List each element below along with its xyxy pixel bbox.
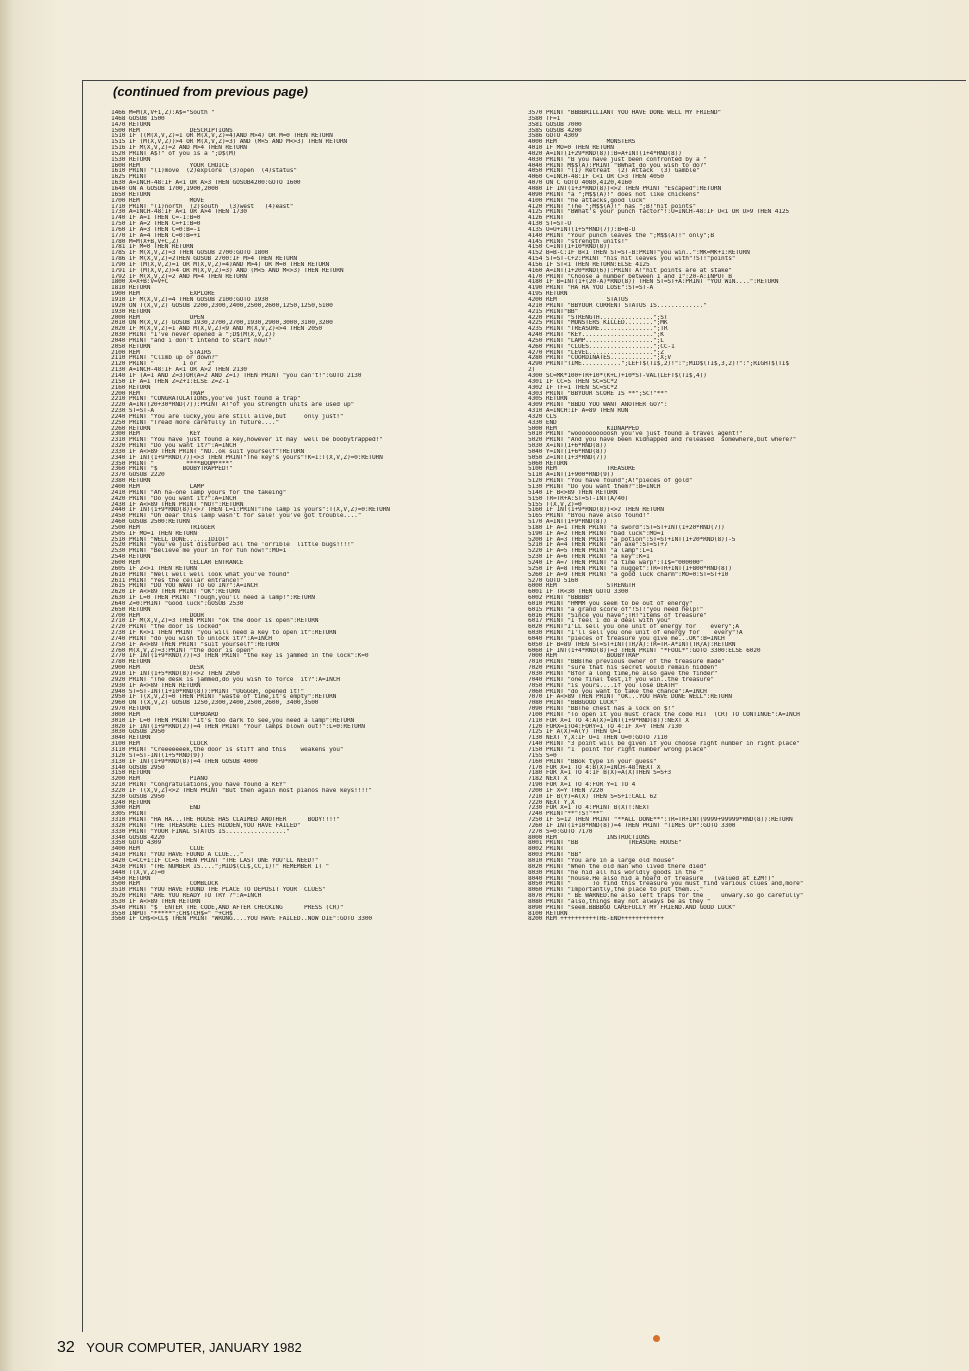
code-line: 7210 IF B(Y)=A(X) THEN S=S+1:CALL 62 (528, 793, 657, 800)
code-line: 4305 RETURN (528, 396, 568, 403)
code-line: 3110 PRINT "Creeeeeeek,the door is stiff and this weakens you" (111, 746, 344, 753)
code-line: 2650 RETURN (111, 606, 151, 613)
code-line: 2160 RETURN (111, 384, 151, 391)
code-line: 5165 PRINT "BYou have also found!" (528, 513, 650, 520)
code-line: 2330 IF A<>89 THEN PRINT "NO..ok suit yourself"!RETURN (111, 448, 305, 455)
code-line: 5270 GOTO 5160 (528, 577, 579, 584)
code-line: 4180 IF B=INT(1+(20-A)*RND(8)) THEN ST=ST+A:PRINT "YOU WIN....":RETURN (528, 279, 779, 286)
code-line: 2920 PRINT "The desk is jammed,do you wish to force it?":A=INCH (111, 676, 340, 683)
code-line: 4130 ST=ST-U (528, 221, 571, 227)
code-line: 7090 PRINT "BBThe chest has a lock on $!" (528, 706, 675, 712)
code-line: 1800 X=X+B:V=V+C (111, 279, 169, 286)
code-line: 1530 RETURN (111, 156, 151, 163)
code-line: 6060 IF INT(1+4*RND(8))=3 THEN PRINT "*FOOL*":GOTO 3300:ELSE 6020 (528, 647, 761, 654)
code-line: 1920 ON T(X,V,Z) GOSUB 2200,2300,2400,2500,2600,1250,1250,5100 (111, 302, 333, 309)
code-line: 2370 GOSUB 2220 (111, 472, 165, 479)
code-line: 6000 REM STRENGTH (528, 583, 636, 590)
code-line: 2050 RETURN (111, 343, 151, 350)
code-line: 1468 GOSUB 1500 (111, 115, 165, 122)
code-line: 7150 PRINT "1 point for right number wrong place" (528, 746, 707, 753)
code-line: 5230 IF A=6 THEN PRINT "a key":K=1 (528, 554, 650, 560)
code-line: 8000 REM INSTRUCTIONS (528, 834, 650, 841)
code-line: 4100 PRINT "he attacks,good luck" (528, 197, 646, 204)
code-line: 2940 ST=ST-INT(1+10*RND(8)):PRINT "UGGGGH, opened it!" (111, 688, 305, 695)
code-line: 4220 PRINT "STRENGTH...............";ST (528, 314, 668, 321)
code-line: 2300 REM KEY (111, 431, 201, 438)
code-line: 3540 PRINT "$ ENTER THE CODE,AND AFTER CHECKING PRESS (CR)" (111, 904, 344, 911)
code-line: 4330 END (528, 419, 557, 426)
code-line: 4020 A=INT(1+29*RND(8)):B=A+INT(1+4*RND(8)) (528, 150, 682, 157)
code-line: 4210 PRINT "BBYOUR CURRENT STATUS IS............." (528, 302, 707, 309)
code-line: 1470 RETURN (111, 121, 151, 128)
code-line: 4060 C=INCH-48:IF C<1 OR C>3 THEN 4050 (528, 174, 664, 181)
code-line: 8010 PRINT "You are in a large old house" (528, 858, 675, 864)
code-line: 4250 PRINT "LAMP...................";L (528, 337, 664, 344)
code-line: 1630 A=INCH-48:IF A<1 OR A>3 THEN GOSUB4200:GOTO 1600 (111, 180, 301, 186)
code-line: 4080 IF INT(1+3*RND(8))<>2 THEN PRINT "Escaped":RETURN (528, 185, 722, 192)
code-line: 4090 PRINT "a ";M$$(A)!" does not like chickens" (528, 191, 700, 198)
code-line: 7000 REM BOOBYTRAP (528, 653, 639, 660)
code-line: 2440 IF INT(1+9*RND(8))<>7 THEN L=1:PRINT"The lamp is yours":T(X,V,Z)=0:RETURN (111, 507, 390, 514)
code-line: 4240 PRINT "KEY....................";K (528, 332, 664, 338)
code-line: 3581 GOSUB 7000 (528, 121, 582, 128)
code-line: 7110 FOR X=1 TO 4:A(X)=INT(1+9*RND(8)):NEXT X (528, 717, 689, 724)
code-line: 7020 PRINT "sure that his secret would remain hidden" (528, 665, 718, 671)
code-line: 2930 IF A<>89 THEN RETURN (111, 682, 201, 689)
code-line: 3440 T(X,V,Z)=0 (111, 869, 165, 876)
code-line: 2140 IF (A=1 AND Z=3)OR(A=2 AND Z=1) THEN PRINT "you can't!":GOTO 2130 (111, 372, 362, 379)
code-line: 1790 IF (M(X,V,Z)=1 OR M(X,V,Z)=4)AND M>4) OR M=0 THEN RETURN (111, 261, 330, 268)
code-line: 7040 PRINT "one final test,if you win..the treasure" (528, 676, 714, 683)
code-line: 7230 FOR X=1 TO 4:PRINT B(X)!:NEXT (528, 805, 650, 812)
code-line: 1730 A=INCH-48:IF A<1 OR A>4 THEN 1730 (111, 209, 247, 216)
code-line: 4280 PRINT "COORDINATES............";X;V (528, 355, 672, 362)
code-line: 4000 REM MONSTERS (528, 139, 636, 146)
magazine-issue: YOUR COMPUTER, JANUARY 1982 (86, 1340, 302, 1355)
code-line: 8003 PRINT "BB" (528, 852, 582, 858)
code-line: 4150 C=INT(1+10*RND(8)) (528, 244, 611, 251)
code-line: 2420 PRINT "Do you want it?":A=INCH (111, 495, 237, 502)
code-line: 4170 PRINT "Choose a number between 1 and 1":20-A:INPUT B (528, 273, 732, 280)
code-line: 4125 PRINT "BWhat's your punch factor"!:U=INCH-48:IF U<1 OR U>9 THEN 4125 (528, 209, 789, 216)
code-line: 2460 GOSUB 2500:RETURN (111, 519, 190, 525)
code-line: 5190 IF A=2 THEN PRINT "bad luck":MO=1 (528, 530, 664, 537)
code-line: 7160 PRINT "BBok type in your guess" (528, 758, 657, 765)
code-line: 1520 PRINT A$!" of you is a ";D$(M) (111, 150, 237, 157)
code-line: 5200 IF A=3 THEN PRINT "a potion":ST=ST+INT(1+20*RND(8))-5 (528, 536, 736, 543)
code-line: 2910 IF INT(1+5*RND(8))<>2 THEN 2950 (111, 671, 240, 677)
code-line: 2) (528, 367, 536, 373)
code-line: 5155 T(X,V,Z)=0 (528, 501, 582, 508)
code-line: 3150 RETURN (111, 770, 151, 777)
code-line: 1500 REM DESCRIPTIONS (111, 127, 233, 134)
code-line: 2110 PRINT "Climb up or down?" (111, 355, 219, 362)
code-line: 4135 U=U+INT(1+5*RND(7)):B=B-U (528, 226, 636, 233)
code-line: 7070 IF A<>89 THEN PRINT "OK...YOU HAVE DONE WELL":RETURN (528, 694, 732, 701)
code-line: 5180 IF A=1 THEN PRINT "a sword":ST=ST+INT(1+20*RND(7)) (528, 524, 725, 531)
code-line: 7190 FOR X=1 TO 4:FOR Y=1 TO 4 (528, 782, 636, 788)
code-line: 4160 A=INT(1+20*RND(6)):PRINT A!"hit points are at stake" (528, 267, 732, 274)
code-line: 3210 PRINT "Congratulations,you have found a KEY" (111, 782, 287, 788)
code-line: 1780 M=M(X+B,V+C,Z) (111, 238, 179, 245)
code-line: 2430 IF A<>89 THEN PRINT "NO!":RETURN (111, 501, 244, 508)
code-line: 4190 PRINT "HA HA YOU LOSE":ST=ST-A (528, 285, 654, 292)
code-line: 4235 PRINT "TREASURE...............";TR (528, 326, 668, 333)
code-line: 3330 PRINT "YOUR FINAL STATUS IS................." (111, 828, 290, 835)
code-line: 4030 PRINT "B you have just been confronted by a " (528, 156, 707, 163)
code-line: 7180 FOR X=1 TO 4:IF B(X)=A(X)THEN S=S+3 (528, 770, 672, 777)
code-line: 2611 PRINT "Yes the cellar entrance!" (111, 577, 244, 584)
code-line: 1750 IF A=2 THEN C=+1:B=0 (111, 221, 201, 227)
code-line: 7080 PRINT "BBBGOOD LUCK" (528, 700, 618, 707)
code-line: 3550 INPUT "*****";CH$!CH$=" "+CH$ (111, 910, 233, 917)
code-line: 7030 PRINT "Bfor a long time,he also gave the finder" (528, 671, 718, 677)
code-line: 4270 PRINT "LEVEL..................";Z (528, 349, 664, 356)
code-line: 2000 REM OPEN (111, 314, 204, 321)
code-line: 1625 PRINT (111, 174, 147, 181)
continued-label: (continued from previous page) (113, 84, 309, 99)
code-line: 5240 IF A=7 THEN PRINT "a time warp":TI$="000000" (528, 559, 704, 566)
code-line: 6016 PRINT "Since you have";TR!"items of treasure" (528, 612, 707, 619)
code-line: 3200 REM PIANO (111, 776, 208, 783)
code-line: 3500 REM COMBLOCK (111, 881, 219, 888)
code-line: 2020 IF M(X,V,Z)=1 AND M(X,V,Z)<9 AND M(X,V,Z)<>4 THEN 2050 (111, 326, 322, 333)
code-line: 3430 PRINT "THE NUMBER IS....";MID$(CL$,CC,1)!" REMEMBER IT " (111, 863, 330, 870)
code-line: 2360 PRINT "$ BOOBYTRAPPED!" (111, 466, 233, 473)
code-line: 3420 C=CC+1:IF CC=5 THEN PRINT "THE LAST ONE YOU'LL NEED!" (111, 858, 319, 864)
code-line: 4152 B=B-C:IF B<1 THEN ST=ST-B:PRINT"you win..":MK=MK+1:RETURN (528, 250, 750, 257)
code-line: 4215 PRINT"BB" (528, 308, 579, 315)
code-line: 2130 A=INCH-48:IF A<1 OR A>2 THEN 2130 (111, 367, 247, 373)
page-footer (57, 1339, 302, 1357)
code-line: 3010 IF L=0 THEN PRINT "It's too dark to see,you need a lamp":RETURN (111, 717, 355, 724)
code-line: 2250 PRINT "Tread more carefully in future...." (111, 419, 280, 426)
code-line: 7140 PRINT "3 point will be given if you choose right number in right place" (528, 741, 800, 747)
code-line: 1466 M=M(X,V+1,Z):A$="South " (111, 110, 215, 116)
code-line: 5040 Y=INT(1+6*RND(8)) (528, 448, 607, 455)
code-line: 2400 REM LAMP (111, 484, 204, 490)
code-line: 3020 IF INT(1+9*RND(2))=4 THEN PRINT "Your lamps blown out!":L=0:RETURN (111, 723, 365, 730)
code-line: 2310 PRINT "You have just found a key,however it may well be boobytrapped!" (111, 437, 383, 444)
code-line: 4010 IF MO=0 THEN RETURN (528, 145, 614, 151)
code-line: 2210 PRINT "CONGRATULATIONS,you've just found a trap" (111, 396, 301, 403)
listing-right-column (528, 110, 958, 922)
code-line: 3305 PRINT (111, 811, 147, 818)
code-line: 2220 A=INT(20+30*RND(7)):PRINT A!"of you strength units are used up" (111, 402, 355, 409)
code-line: 5000 REM KIDNAPPED (528, 425, 639, 432)
code-line: 5050 Z=INT(1+3*RND(7)) (528, 454, 607, 461)
code-line: 4120 PRINT "The ";M$$(A)!" has ";B!"hit points" (528, 203, 697, 210)
code-line: 1515 IF (M(X,V,Z))>4 OR M(X,V,Z)=3) AND (M<5 AND M<>3) THEN RETURN (111, 139, 347, 146)
code-line: 5100 REM TREASURE (528, 466, 636, 473)
code-line: 3586 GOTO 4309 (528, 133, 579, 140)
code-line: 3230 GOSUB 2950 (111, 793, 165, 800)
code-line: 8070 PRINT " BE WARNED.he also left traps for the unwary.so go carefully" (528, 893, 804, 899)
code-line: 8040 PRINT "house.He also hid a hoard of treasure (valued at £2M!)" (528, 875, 775, 882)
code-line: 4310 A=INCH:IF A=89 THEN RUN (528, 408, 629, 414)
code-line: 8090 PRINT "seem.BBBBGO CAREFULLY MY FRIEND.AND GOOD LUCK" (528, 904, 736, 911)
code-line: 3100 REM CLOCK (111, 741, 208, 747)
code-line: 4260 PRINT "CLUES..................";CC-1 (528, 343, 675, 350)
code-line: 7120 FORX=1TO4:FORY=1 TO 4:IF X=Y THEN 7130 (528, 723, 682, 730)
code-line: 3340 GOSUB 4220 (111, 834, 165, 841)
code-line: 5160 IF INT(1+9*RND(8))<>2 THEN RETURN (528, 507, 664, 514)
code-line: 1510 IF ((M(X,V,Z)=1 OR M(X,V,Z)=4)AND M>4) OR M=0 THEN RETURN (111, 133, 333, 140)
code-line: 5110 A=INT(1+900*RND(9)) (528, 472, 614, 479)
code-line: 3140 GOSUB 2950 (111, 764, 165, 771)
code-line: 5150 TR=TR+A:ST=ST-INT(A/40) (528, 495, 629, 502)
code-line: 2410 PRINT "Ah ha-one lamp yours for the takeing" (111, 489, 287, 496)
code-line: 2615 PRINT "DO YOU WANT TO GO IN?":A=INCH (111, 583, 258, 590)
code-line: 1610 PRINT "(1)move (2)explore (3)open (4)status" (111, 168, 297, 175)
code-line: 5220 IF A=5 THEN PRINT "a lamp":L=1 (528, 548, 654, 555)
code-line: 6020 PRINT"I'LL sell you one unit of energy for every";A (528, 624, 739, 631)
code-line: 7010 PRINT "BBBThe previous owner of the treasure made" (528, 659, 725, 666)
code-line: 4140 PRINT "Your punch leaves the ";M$$(A)!" only";B (528, 232, 714, 239)
code-line: 7060 PRINT "do you want to take the chance":A=INCH (528, 688, 707, 695)
code-line: 2040 PRINT "and i don't intend to start now!" (111, 337, 272, 344)
code-line: 1770 IF A=4 THEN C=0:B=+1 (111, 232, 201, 239)
code-line: 2730 IF K<>1 THEN PRINT "you will need a key to open it":RETURN (111, 630, 337, 636)
code-line: 2620 IF A<>89 THEN PRINT "OK":RETURN (111, 589, 240, 596)
code-line: 7155 S=0 (528, 752, 557, 759)
code-line: 3300 REM END (111, 805, 201, 812)
code-line: 6002 PRINT "BBBBB" (528, 595, 593, 601)
code-line: 8001 PRINT "BB TREASURE HOUSE" (528, 840, 682, 847)
code-line: 2630 IF L=0 THEN PRINT "Tough,you'll need a lamp!":RETURN (111, 595, 315, 601)
code-line: 4302 IF TF=1 THEN SC=SC*2 (528, 384, 618, 391)
code-line: 3130 IF INT(1+9*RND(8))=4 THEN GOSUB 4000 (111, 758, 258, 765)
code-line: 3400 REM CLUE (111, 846, 204, 853)
code-line: 4145 PRINT "strength units!" (528, 238, 629, 245)
code-line: 1785 IF M(X,V,Z)=3 THEN GOSUB 2700:GOTO 1800 (111, 250, 269, 257)
code-line: 4154 ST=ST-C+2:PRINT "his hit leaves you with"!ST!"points" (528, 256, 736, 262)
code-line: 1600 REM YOUR CHOICE (111, 162, 229, 169)
code-line: 4200 REM STATUS (528, 297, 629, 303)
code-line: 4303 PRINT "BBYOUR SCORE IS **";SC!"**" (528, 390, 668, 397)
code-line: 2230 ST=ST-A (111, 408, 154, 414)
code-line: 2610 PRINT "Well well well look what you've found" (111, 571, 290, 578)
code-line: 3510 PRINT "YOU HAVE FOUND THE PLACE TO DEPOSIT YOUR CLUES" (111, 887, 326, 894)
code-line: 8050 PRINT " To find this treasure you must find various clues and,more" (528, 881, 804, 888)
code-line: 5020 PRINT "And you have been kidnapped and released somewhere,but where?" (528, 437, 797, 444)
code-line: 1792 IF M(X,V,Z)=2 AND M>4 THEN RETURN (111, 273, 247, 280)
code-line: 1781 IF M=0 THEN RETURN (111, 244, 194, 251)
code-line: 7260 IF INT(1+10*RND(8))=4 THEN PRINT "TIMES UP":GOTO 3300 (528, 822, 736, 829)
code-line: 3580 TF=1 (528, 115, 561, 122)
code-line: 3560 IF CH$<>CL$ THEN PRINT "WRONG....YOU HAVE FAILED..NOW DIE":GOTO 3300 (111, 916, 372, 923)
code-line: 3000 REM CUPBOARD (111, 711, 219, 718)
code-line: 5120 PRINT "You have found";A!"pieces of gold" (528, 478, 693, 484)
code-line: 2710 IF M(X,V,Z)=3 THEN PRINT "ok the door is open":RETURN (111, 618, 319, 625)
code-line: 3520 PRINT "ARE YOU READY TO TRY ?":A=INCH (111, 893, 262, 899)
code-line: 5140 IF B<>89 THEN RETURN (528, 489, 618, 496)
code-line: 6001 IF TR<30 THEN GOTO 3300 (528, 589, 629, 596)
code-line: 2720 PRINT "the door is locked" (111, 624, 222, 631)
code-line: 3570 PRINT "BBBBRILLIANT YOU HAVE DONE WELL MY FRIEND" (528, 110, 722, 116)
code-line: 3585 GOSUB 4200 (528, 127, 582, 134)
code-line: 7200 IF X=Y THEN 7220 (528, 787, 604, 794)
code-line: 4320 CLS (528, 413, 557, 420)
code-line: 2240 PRINT "You are lucky,you are still alive,but only just!" (111, 413, 344, 420)
code-line: 3120 ST=ST-INT(1+5*RND(9)) (111, 752, 204, 759)
code-line: 8080 PRINT "also,things may not always be as they " (528, 898, 711, 905)
code-line: 5060 RETURN (528, 460, 568, 467)
code-line: 5010 PRINT "woooooooooosh you've just found a travel agent!" (528, 431, 743, 438)
code-line: 3220 IF T(X,V,Z)<>2 THEN PRINT "But then again most pianos have keys!!!!" (111, 787, 372, 794)
code-line: 6040 PRINT "pieces of treasure you give me...OK":B=INCH (528, 635, 725, 642)
code-line: 7170 FOR X=1 TO 4:B(X)=INCH-48:NEXT X (528, 764, 661, 771)
code-line: 2520 PRINT "you've just disturbed all the 'orrible little bugs!!!!" (111, 542, 355, 549)
code-line: 2350 PRINT " ****BOOM****" (111, 460, 233, 467)
code-line: 5170 A=INT(1+9*RND(8)) (528, 519, 607, 525)
code-line: 1900 REM EXPLORE (111, 291, 215, 297)
code-line: 2100 REM STAIRS (111, 349, 212, 356)
code-line: 8020 PRINT "When the old man who lived there died" (528, 863, 707, 870)
print-mark-dot (653, 1335, 660, 1342)
code-line: 1930 RETURN (111, 308, 151, 315)
code-line: 2900 REM DESK (111, 665, 204, 671)
code-line: 4050 PRINT "(1) Retreat (2) Attack (3) Gamble" (528, 168, 700, 175)
code-line: 4301 IF CC=5 THEN SC=SC*2 (528, 378, 618, 385)
code-line: 7240 PRINT"**"!S!"**" (528, 811, 604, 818)
code-line: 2150 IF A=1 THEN Z=Z+1:ELSE Z=Z-1 (111, 378, 229, 385)
code-line: 6010 PRINT "HMMM you seem to be out of energy" (528, 600, 693, 607)
code-line: 1791 IF (M(X,V,Z)>4 OR M(X,V,Z)=3) AND (M<5 AND M<>3) THEN RETURN (111, 267, 344, 274)
code-line: 7130 NEXT Y,X:IF U=1 THEN U=0:GOTO 7110 (528, 735, 668, 742)
code-line: 2750 IF A<>89 THEN PRINT "suit yourself":RETURN (111, 641, 280, 648)
code-line: 3310 PRINT "HA HA...THE HOUSE HAS CLAIMED ANOTHER BODY!!!!" (111, 817, 340, 823)
code-line: 2540 RETURN (111, 554, 151, 560)
code-line: 3040 RETURN (111, 735, 151, 742)
code-line: 2340 IF INT(1+9*RND(7))<>3 THEN PRINT"The key's yours"!K=1:T(X,V,Z)=0:RETURN (111, 454, 383, 461)
code-line: 3350 GOTO 4309 (111, 840, 162, 847)
code-line: 2760 M(X,V,Z)=3:PRINT "the door is open" (111, 647, 255, 654)
code-line: 8100 RETURN (528, 910, 568, 917)
code-line: 4225 PRINT "MONSTERS KILLED........";MK (528, 320, 668, 327)
code-line: 7050 PRINT "is yours....if you lose DEATH" (528, 682, 679, 689)
code-line: 8060 PRINT "importantly,the place to put them..." (528, 887, 704, 894)
code-line: 3320 PRINT "THE TREASURE LIES HIDDEN,YOU HAVE FAILED" (111, 822, 301, 829)
code-line: 1740 IF A=1 THEN C=-1:B=0 (111, 215, 201, 222)
code-line: 3410 PRINT "YOU HAVE FOUND A CLUE..." (111, 852, 244, 858)
code-line: 1910 IF M(X,V,Z)=4 THEN GOSUB 2100:GOTO 1930 (111, 297, 269, 303)
code-line: 5260 IF A=9 THEN PRINT "a good luck charm":MO=0:ST=ST+10 (528, 571, 729, 578)
code-line: 1710 PRINT "(1)north (2)south (3)west (4)east" (111, 203, 294, 210)
code-line: 4040 PRINT M$$(A):PRINT "BWhat do you wish to do?" (528, 162, 707, 169)
code-line: 6017 PRINT "I feel i do a deal with you" (528, 618, 672, 625)
code-line: 2600 REM CELLAR ENTRANCE (111, 559, 244, 566)
code-line: 2970 RETURN (111, 706, 151, 712)
code-line: 1760 IF A=3 THEN C=0:B=-1 (111, 226, 201, 233)
code-line: 5210 IF A=4 THEN PRINT "an axe":ST=ST+7 (528, 542, 668, 549)
code-line: 3030 GOSUB 2950 (111, 729, 165, 736)
code-line: 6030 PRINT "I'll sell you one unit of energy for every"!A (528, 630, 743, 636)
code-line: 2640 Z=0:PRINT "Good luck":GOSUB 2530 (111, 600, 244, 607)
code-line: 2960 ON T(X,V,Z) GOSUB 1250,2300,2400,2500,2600, 3400,3500 (111, 700, 319, 707)
code-line: 4195 RETURN (528, 291, 568, 297)
code-line: 2700 REM DOOR (111, 612, 204, 619)
code-line: 3450 RETURN (111, 875, 151, 882)
code-line: 2530 PRINT "Believe me your in for fun now!":MO=1 (111, 548, 287, 555)
code-line: 2120 PRINT " 1 or 2" (111, 361, 215, 368)
code-line: 1810 RETURN (111, 285, 151, 292)
code-line: 1640 ON A GOSUB 1700,1900,2000 (111, 185, 219, 192)
code-line: 2260 RETURN (111, 425, 151, 432)
code-line: 4156 IF ST<1 THEN RETURN:ELSE 4125 (528, 261, 650, 268)
code-line: 2010 ON M(X,V,Z) GOSUB 1930,2700,2700,1930,2900,3000,3100,3200 (111, 320, 333, 327)
code-line: 7182 NEXT X (528, 776, 568, 783)
code-line: 5250 IF A=8 THEN PRINT "a nugget":TR=TR+INT(1+800*RND(8)) (528, 565, 732, 572)
page-number: 32 (57, 1339, 75, 1356)
code-line: 8030 PRINT "he hid all his worldly goods in the " (528, 869, 704, 876)
code-line: 4290 PRINT"TIME...........";LEFT$(TI$,2)!":";MID$(TI$,3,2)!":";RIGHT$(TI$ (528, 361, 789, 368)
code-line: 7250 IF S=12 THEN PRINT "**ALL DONE**":TR=TR+INT(9999+99999*RND(8)):RETURN (528, 817, 793, 823)
code-line: 1516 IF M(X,V,Z)=2 AND M>4 THEN RETURN (111, 145, 247, 151)
code-line: 8200 REM ++++++++++THE-END++++++++++++ (528, 916, 664, 923)
code-line: 3240 RETURN (111, 799, 151, 806)
code-line: 4126 PRINT (528, 215, 564, 222)
code-line: 2740 PRINT "do you wish to unlock it?":A=INCH (111, 635, 272, 642)
code-line: 2500 REM TRIGGER (111, 524, 215, 531)
code-line: 7220 NEXT Y,X (528, 799, 575, 806)
code-line: 7270 S=0:GOTO 7170 (528, 828, 593, 835)
code-line: 4309 PRINT "BBDO YOU WANT ANOTHER GO?": (528, 402, 668, 409)
code-line: 2950 IF T(X,V,Z)=0 THEN PRINT "waste of time,it's empty":RETURN (111, 694, 337, 701)
code-line: 7100 PRINT "To open it you must crack the code HIT (CR) TO CONTINUE":A=INCH (528, 711, 800, 718)
code-line: 1700 REM MOVE (111, 197, 204, 204)
code-line: 2320 PRINT "Do you want it?":A=INCH (111, 443, 237, 449)
page-binding-shadow (0, 0, 14, 1371)
code-line: 1650 RETURN (111, 191, 151, 198)
code-line: 2505 IF MO=1 THEN RETURN (111, 530, 197, 537)
code-line: 2605 IF Z<>1 THEN RETURN (111, 565, 197, 572)
code-line: 2200 REM TRAP (111, 390, 204, 397)
code-line: 2510 PRINT "WELL DONE......IDIOT" (111, 536, 229, 543)
code-line: 5030 X=INT(1+6*RND(8)) (528, 443, 607, 449)
code-line: 3530 IF A<>89 THEN RETURN (111, 898, 201, 905)
code-line: 4300 SC=MK*100+TR+10*(K+L)+10*ST-VAL(LEFT$(TI$,4)) (528, 372, 707, 379)
code-line: 7125 IF A(X)=A(Y) THEN U=1 (528, 729, 621, 736)
code-line: 6015 PRINT "a grand score of"!ST!"you need help!" (528, 606, 704, 613)
code-line: 1786 IF M(X,V,Z)=2THEN GOSUB 2700:IF M>4 THEN RETURN (111, 256, 297, 262)
code-line: 2450 PRINT "Oh dear this lamp wasn't for sale! you've got trouble...." (111, 513, 362, 520)
code-line: 2380 RETURN (111, 478, 151, 484)
code-line: 2780 RETURN (111, 659, 151, 666)
code-line: 6050 IF B=89 THEN ST=ST+INT(TR/A):TR=TR-A*INT(TR/A):RETURN (528, 641, 736, 648)
listing-left-column (111, 110, 521, 922)
code-line: 4070 ON C GOTO 4080,4120,4160 (528, 180, 632, 186)
code-line: 5130 PRINT "Do you want them?":B=INCH (528, 484, 661, 490)
code-line: 8002 PRINT (528, 846, 564, 853)
code-line: 2030 PRINT "I've never opened a ";D$(M(X,V,Z)) (111, 332, 276, 338)
code-line: 2770 IF INT(1+9*RND(7))=3 THEN PRINT "the key is jammed in the lock":K=0 (111, 653, 369, 660)
